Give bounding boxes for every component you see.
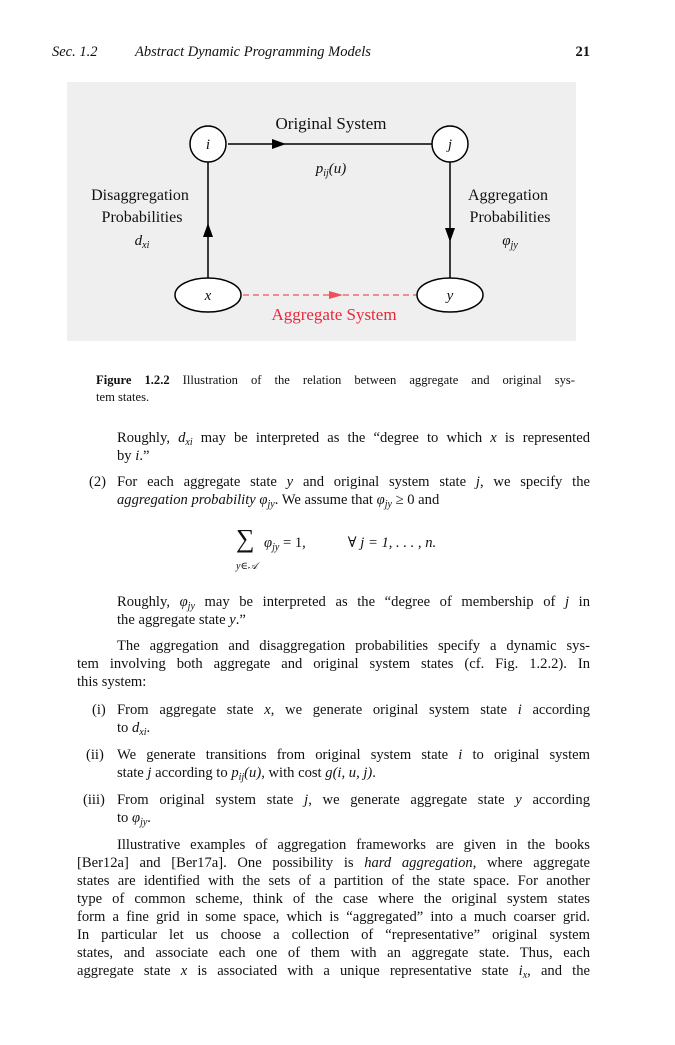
text-run: From aggregate state — [117, 702, 265, 718]
math-symbol: j — [475, 474, 480, 490]
math-symbol: φ — [259, 492, 268, 508]
aggregation-subscript: jy — [510, 240, 518, 251]
text-run: In particular let us choose a collection of “representative” original system — [77, 927, 590, 943]
arrow-right-icon — [272, 139, 286, 149]
text-run: We generate transitions from original system state — [117, 747, 459, 763]
text-run: Roughly, — [117, 594, 180, 610]
list-label-i: (i) — [92, 702, 106, 718]
node-y-label: y — [446, 288, 454, 304]
text-run: aggregation probability — [117, 492, 260, 508]
summation-icon: ∑ — [236, 524, 255, 553]
caption-line — [96, 371, 575, 389]
lines-line — [117, 473, 590, 491]
lines-line — [117, 447, 590, 465]
svg-text:pij(u) — [315, 161, 347, 179]
math-subscript: x — [522, 970, 528, 981]
text-run: .” — [235, 612, 246, 628]
text-run: From original system state — [117, 792, 305, 808]
math-symbol: x — [180, 963, 188, 979]
text-run: form a fine grid in some space, which is “aggregated” into a much coarser grid. — [77, 909, 590, 925]
math-symbol: y — [286, 474, 294, 490]
arrow-right-red-icon — [329, 291, 343, 299]
math-symbol: i — [518, 963, 523, 979]
page-number: 21 — [575, 44, 590, 60]
math-symbol: φ — [179, 594, 188, 610]
text-run: , with cost — [261, 765, 326, 781]
text-run: to — [117, 810, 132, 826]
lines-line — [77, 890, 590, 908]
svg-text:dxi — [135, 233, 150, 251]
eq-rhs: = 1, — [279, 535, 306, 551]
list-label-2: (2) — [89, 474, 107, 490]
text-run: aggregate state — [77, 963, 181, 979]
text-run: . We assume that — [274, 492, 377, 508]
text-run: , we generate aggregate state — [308, 792, 516, 808]
text-run: .” — [139, 448, 150, 464]
lines-line — [117, 719, 590, 742]
math-symbol: g(i, u, j) — [325, 765, 373, 781]
math-symbol: d — [132, 720, 140, 736]
math-symbol: y — [229, 612, 236, 628]
lines-line — [117, 637, 590, 655]
math-subscript: jy — [267, 499, 275, 510]
math-symbol: j — [564, 594, 570, 610]
caption-line — [96, 388, 575, 406]
lines-line — [117, 764, 590, 787]
eq-lhs: φ — [264, 535, 273, 551]
lines-line — [77, 872, 590, 890]
math-subscript: ij — [238, 772, 245, 783]
list-label-iii: (iii) — [83, 792, 105, 808]
text-run: hard aggregation — [364, 855, 473, 871]
text-run: The aggregation and disaggregation probabilities specify a dynamic sys- — [117, 638, 590, 654]
node-i-label: i — [205, 137, 211, 153]
math-symbol: i — [517, 702, 522, 718]
equation — [264, 534, 436, 553]
running-title: Abstract Dynamic Programming Models — [135, 44, 371, 60]
math-symbol: φ — [376, 492, 385, 508]
text-run: For each aggregate state — [117, 474, 287, 490]
diagram-svg — [67, 82, 576, 341]
text-run: Figure 1.2.2 — [96, 373, 170, 387]
disaggregation-label-1: Disaggregation — [91, 187, 189, 204]
disaggregation-subscript: xi — [142, 240, 150, 251]
transition-prob-subscript: ij — [323, 168, 329, 179]
math-symbol: j — [147, 765, 152, 781]
node-j-label: j — [447, 137, 453, 153]
math-symbol: y — [515, 792, 522, 808]
text-run: states are identified with the sets of a partition of the state space. For another — [77, 873, 590, 889]
transition-prob-symbol: p — [315, 161, 324, 177]
lines-line — [77, 673, 590, 691]
original-system-label: Original System — [275, 114, 387, 133]
lines-line — [117, 809, 590, 832]
math-subscript: jy — [140, 817, 148, 828]
math-symbol: x — [490, 430, 497, 446]
text-run: according to — [151, 765, 232, 781]
summation-subscript: y∈𝒜 — [236, 561, 258, 572]
text-run: states, and associate each one of them with an aggregate state. Thus, each — [77, 945, 590, 961]
figure-diagram — [67, 82, 576, 341]
lines-line — [77, 926, 590, 944]
aggregation-label-1: Aggregation — [468, 187, 548, 204]
aggregate-system-label: Aggregate System — [271, 305, 397, 324]
disaggregation-symbol: d — [134, 233, 143, 249]
math-symbol: j — [304, 792, 309, 808]
text-run: according — [521, 792, 590, 808]
list-label-ii: (ii) — [86, 747, 104, 763]
lines-line — [77, 944, 590, 962]
lines-line — [77, 962, 590, 985]
text-run: to — [117, 720, 132, 736]
text-run: is represented — [496, 430, 590, 446]
lines-line — [117, 611, 590, 629]
math-subscript: xi — [139, 727, 147, 738]
arrow-up-icon — [203, 223, 213, 237]
text-run: state — [117, 765, 148, 781]
math-symbol: φ — [132, 810, 141, 826]
eq-condition: j = 1, . . . , n. — [360, 535, 437, 551]
eq-forall: ∀ — [347, 535, 361, 551]
math-symbol: d — [178, 430, 186, 446]
node-x-label: x — [204, 288, 212, 304]
lines-line — [117, 791, 590, 809]
arrow-down-icon — [445, 228, 455, 242]
text-run: by — [117, 448, 136, 464]
disaggregation-label-2: Probabilities — [101, 209, 183, 226]
text-run: Illustration of the relation between aggregate and original sys- — [169, 373, 575, 387]
math-subscript: jy — [187, 601, 195, 612]
text-run: , we specify the — [479, 474, 590, 490]
aggregation-label-2: Probabilities — [469, 209, 551, 226]
section-number: Sec. 1.2 — [52, 44, 98, 60]
text-run: ≥ 0 and — [391, 492, 440, 508]
text-run: this system: — [77, 674, 147, 690]
lines-line — [77, 655, 590, 673]
text-run: according — [521, 702, 590, 718]
transition-prob-arg: (u) — [328, 161, 347, 177]
text-run: , where aggregate — [472, 855, 590, 871]
text-run: tem states. — [96, 390, 150, 404]
math-subscript: xi — [185, 437, 193, 448]
text-run: Roughly, — [117, 430, 179, 446]
text-run: , we generate original system state — [270, 702, 518, 718]
text-run: [Ber12a] and [Ber17a]. One possibility is — [77, 855, 365, 871]
text-run: . — [372, 765, 376, 781]
text-run: may be interpreted as the “degree of membership of — [194, 594, 565, 610]
text-run: to original system — [462, 747, 590, 763]
text-run: . — [146, 720, 151, 736]
lines-line — [77, 908, 590, 926]
text-run: the aggregate state — [117, 612, 230, 628]
text-run: type of common scheme, think of the case where the original system states — [77, 891, 590, 907]
lines-line — [117, 746, 590, 764]
text-run: and original system state — [293, 474, 476, 490]
text-run: may be interpreted as the “degree to which — [192, 430, 491, 446]
lines-line — [77, 854, 590, 872]
text-run: . — [147, 810, 151, 826]
eq-lhs-sub: jy — [272, 542, 280, 553]
lines-line — [117, 491, 590, 514]
math-symbol: i — [135, 448, 140, 464]
text-run: in — [569, 594, 590, 610]
lines-line — [117, 701, 590, 719]
text-run: tem involving both aggregate and original system states (cf. Fig. 1.2.2). In — [77, 656, 590, 672]
math-symbol: p — [231, 765, 239, 781]
math-symbol: (u) — [244, 765, 262, 781]
text-run: Illustrative examples of aggregation frameworks are given in the books — [117, 837, 590, 853]
svg-text:φjy — [502, 233, 518, 251]
math-symbol: i — [458, 747, 463, 763]
aggregation-symbol: φ — [502, 233, 511, 249]
text-run: , and the — [527, 963, 590, 979]
text-run: is associated with a unique representative state — [187, 963, 519, 979]
lines-line — [117, 836, 590, 854]
math-subscript: jy — [384, 499, 392, 510]
math-symbol: x — [264, 702, 271, 718]
